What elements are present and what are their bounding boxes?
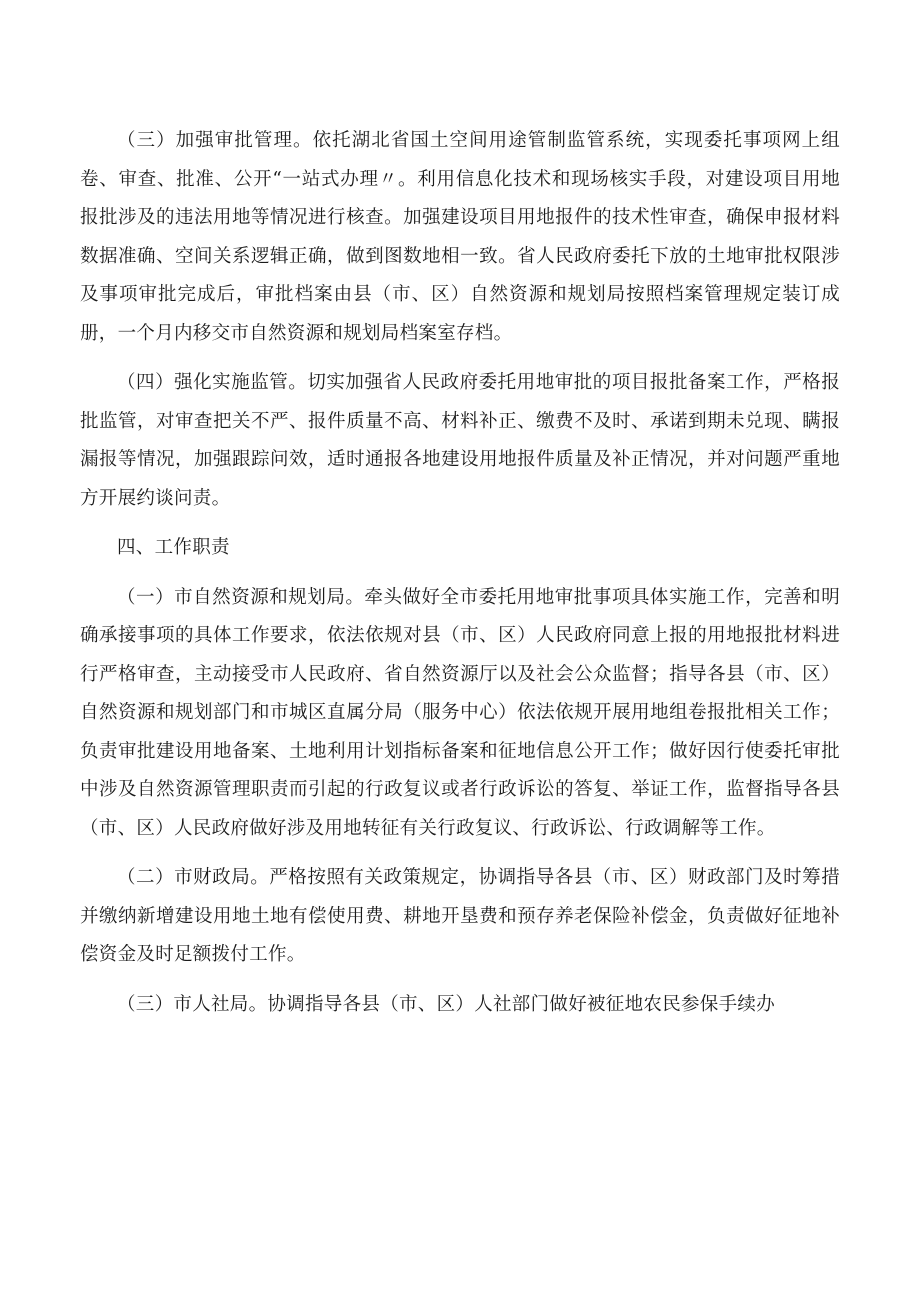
section-heading-responsibilities: 四、工作职责 [117,537,230,558]
paragraph-supervision: （四）强化实施监管。切实加强省人民政府委托用地审批的项目报批备案工作，严格报批监管，对审查把关不严、报件质量不高、材料补正、缴费不及时、承诺到期未兑现、瞒报漏报等情况，加强跟踪问效，适时通报各地建设用地报件质量及补正情况，并对问题严重地方开展约谈问责。 [80,372,840,509]
paragraph-finance-bureau: （二）市财政局。严格按照有关政策规定，协调指导各县（市、区）财政部门及时筹措并缴纳新增建设用地土地有偿使用费、耕地开垦费和预存养老保险补偿金，负责做好征地补偿资金及时足额拨付工作。 [80,867,840,965]
paragraph-approval-management: （三）加强审批管理。依托湖北省国土空间用途管制监管系统，实现委托事项网上组卷、审查、批准、公开“一站式办理〃。利用信息化技术和现场核实手段，对建设项目用地报批涉及的违法用地等情况进行核查。加强建设项目用地报件的技术性审查，确保申报材料数据准确、空间关系逻辑正确，做到图数地相一致。省人民政府委托下放的土地审批权限涉及事项审批完成后，审批档案由县（市、区）自然资源和规划局按照档案管理规定装订成册，一个月内移交市自然资源和规划局档案室存档。 [80,130,840,344]
paragraph-hr-social-security-bureau: （三）市人社局。协调指导各县（市、区）人社部门做好被征地农民参保手续办 [117,993,776,1015]
paragraph-natural-resources-bureau: （一）市自然资源和规划局。牵头做好全市委托用地审批事项具体实施工作，完善和明确承接事项的具体工作要求，依法依规对县（市、区）人民政府同意上报的用地报批材料进行严格审查，主动接受市人民政府、省自然资源厅以及社会公众监督；指导各县（市、区）自然资源和规划部门和市城区直属分局（服务中心）依法依规开展用地组卷报批相关工作；负责审批建设用地备案、土地利用计划指标备案和征地信息公开工作；做好因行使委托审批中涉及自然资源管理职责而引起的行政复议或者行政诉讼的答复、举证工作，监督指导各县（市、区）人民政府做好涉及用地转征有关行政复议、行政诉讼、行政调解等工作。 [80,586,840,839]
